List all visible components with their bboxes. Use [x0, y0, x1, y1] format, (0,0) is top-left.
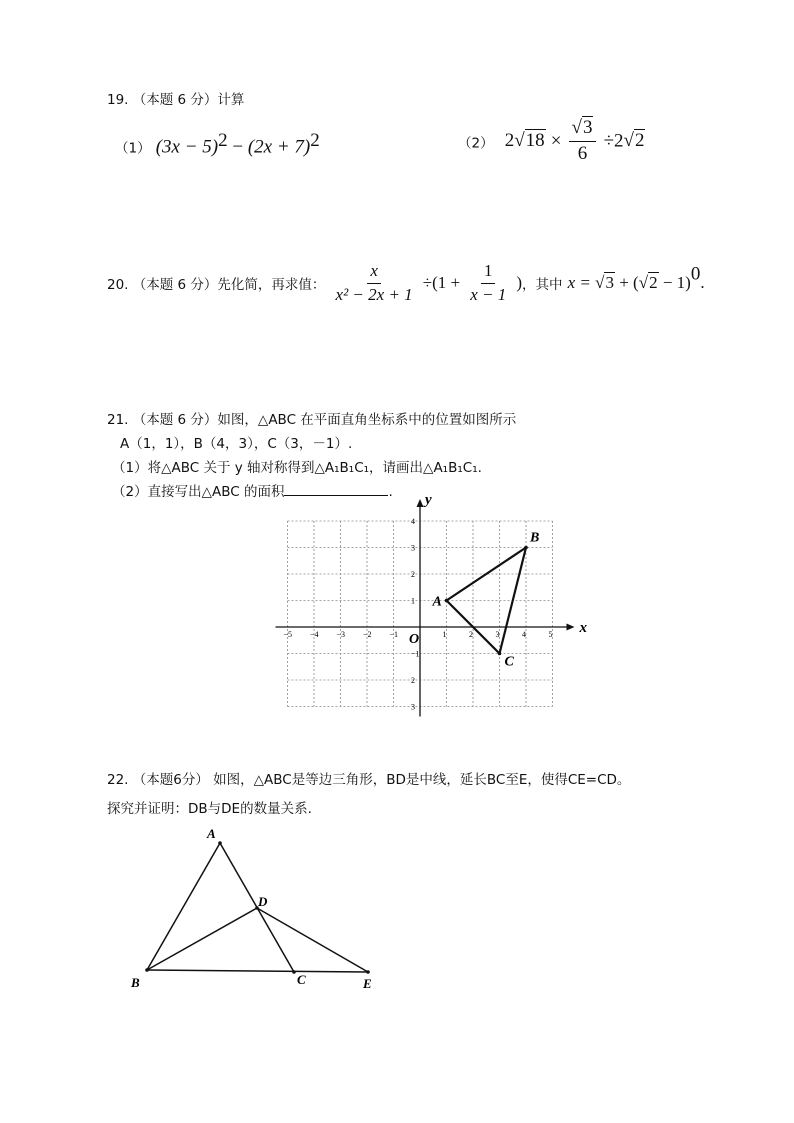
y-axis-label: y	[425, 495, 432, 508]
q19-part2-coef: 2	[504, 130, 515, 152]
x-tick-label: 3	[495, 630, 500, 639]
x-tick-label: 5	[548, 630, 553, 639]
triangle-outline	[447, 548, 527, 654]
q20-fraction1	[333, 262, 416, 304]
origin-label: O	[409, 632, 420, 647]
point-label-c: C	[504, 654, 514, 670]
q20-sqrt3: √3	[595, 273, 614, 293]
q19-part1-expr-a: (3x − 5)	[155, 136, 219, 158]
y-tick-label: 2	[411, 676, 415, 685]
label-a: A	[207, 826, 216, 841]
y-tick-label: −1	[411, 649, 420, 659]
x-tick-label: −4	[310, 630, 319, 639]
x-tick-label: −1	[389, 630, 399, 639]
q20-minus1: − 1)	[658, 273, 691, 293]
label-d: D	[258, 894, 268, 909]
point-e	[366, 970, 370, 974]
point-b	[145, 968, 149, 972]
q20-rad2: 2	[649, 273, 658, 293]
point-label-b: B	[530, 530, 540, 546]
q19-part1	[115, 130, 320, 158]
q19-part2-frac-num-rad: 3	[582, 117, 593, 138]
q20-div: ÷	[422, 273, 433, 293]
x-tick-label: 4	[522, 630, 526, 639]
q19-part2-frac-den: 6	[577, 142, 588, 164]
coordinate-grid-chart	[270, 495, 590, 725]
q19-part2-rad2: 2	[634, 130, 645, 152]
segment-ab	[147, 843, 220, 970]
q19-part2-times: ×	[550, 130, 562, 152]
x-tick-label: 1	[442, 630, 447, 639]
label-e: E	[363, 976, 372, 991]
q20-period: .	[700, 273, 705, 293]
q20-x-eq: x =	[567, 273, 596, 293]
q20-plus: + (	[614, 273, 639, 293]
y-tick-label: 4	[411, 517, 415, 526]
x-tick-label: −2	[363, 630, 372, 639]
q20-sqrt2: √2	[638, 273, 658, 293]
x-tick-label: −3	[336, 630, 346, 639]
q21-line4: （2）直接写出△ABC 的面积	[112, 484, 285, 500]
y-tick-label: 3	[411, 543, 415, 553]
x-axis-arrow	[567, 624, 575, 631]
q20-where: ，其中	[522, 277, 563, 294]
q22-line1: 22. （本题6分） 如图，△ABC是等边三角形，BD是中线，延长BC至E，使得CE=CD。	[107, 772, 631, 788]
q19-part2-rad18: 18	[525, 130, 545, 152]
q19-part2-label: （2）	[458, 135, 494, 152]
q19-part1-label: （1）	[115, 140, 151, 157]
q20-paren-open: (1 +	[432, 273, 461, 293]
vertex-a	[445, 599, 449, 603]
x-tick-label: 2	[469, 630, 473, 639]
q19-part1-exp-a: 2	[218, 130, 228, 151]
y-axis-arrow	[417, 499, 424, 507]
q21-line1: 21. （本题 6 分）如图，△ABC 在平面直角坐标系中的位置如图所示	[107, 412, 517, 428]
q19-part2-coef2: 2	[614, 130, 624, 152]
q20-rad3: 3	[605, 273, 614, 293]
q19-part2-fraction	[569, 118, 597, 165]
q19-part2-div: ÷	[603, 130, 614, 152]
q19-header: 19. （本题 6 分）计算	[107, 92, 245, 108]
point-c	[292, 970, 296, 974]
q20-frac1-den: x² − 2x + 1	[335, 284, 413, 304]
q19-part2-frac-num: √3	[569, 118, 597, 142]
q20-frac2-den: x − 1	[470, 284, 507, 304]
x-axis-label: x	[579, 620, 587, 636]
q20-fraction2	[467, 262, 509, 304]
point-label-a: A	[432, 594, 442, 610]
q19-part2-sqrt18: √18	[514, 130, 545, 152]
x-tick-label: −5	[283, 630, 293, 639]
q22-figure	[120, 822, 400, 997]
vertex-c	[498, 652, 502, 656]
q20-exp0: 0	[690, 263, 701, 285]
label-c: C	[297, 972, 306, 987]
label-b: B	[131, 975, 140, 990]
segment-be	[147, 970, 368, 972]
q20-header: 20. （本题 6 分）先化简，再求值：	[107, 277, 326, 294]
y-tick-label: 1	[411, 596, 415, 606]
q19-part1-expr-b: (2x + 7)	[247, 136, 311, 158]
q21-line3: （1）将△ABC 关于 y 轴对称得到△A₁B₁C₁，请画出△A₁B₁C₁.	[112, 460, 482, 476]
q21-line2: A（1，1），B（4，3），C（3，－1）.	[120, 436, 353, 452]
tick-labels	[284, 517, 553, 712]
q20-frac1-num: x	[367, 262, 381, 284]
vertex-b	[524, 546, 528, 550]
segment-bd	[147, 908, 257, 970]
q19-part1-op: −	[227, 136, 248, 158]
q19-part2	[458, 118, 645, 165]
segment-de	[257, 908, 368, 972]
q21-line4-end: .	[388, 484, 393, 500]
q19-part2-sqrt2: √2	[623, 130, 645, 152]
y-tick-label: 3	[411, 702, 415, 712]
q22-line2: 探究并证明：DB与DE的数量关系.	[107, 801, 312, 817]
q19-part1-exp-b: 2	[310, 130, 320, 151]
q20-paren-close: )	[516, 273, 522, 293]
point-a	[218, 841, 222, 845]
q20-line	[107, 262, 705, 304]
axes	[276, 495, 588, 717]
q20-frac2-num: 1	[481, 262, 496, 284]
y-tick-label: 2	[411, 570, 415, 579]
